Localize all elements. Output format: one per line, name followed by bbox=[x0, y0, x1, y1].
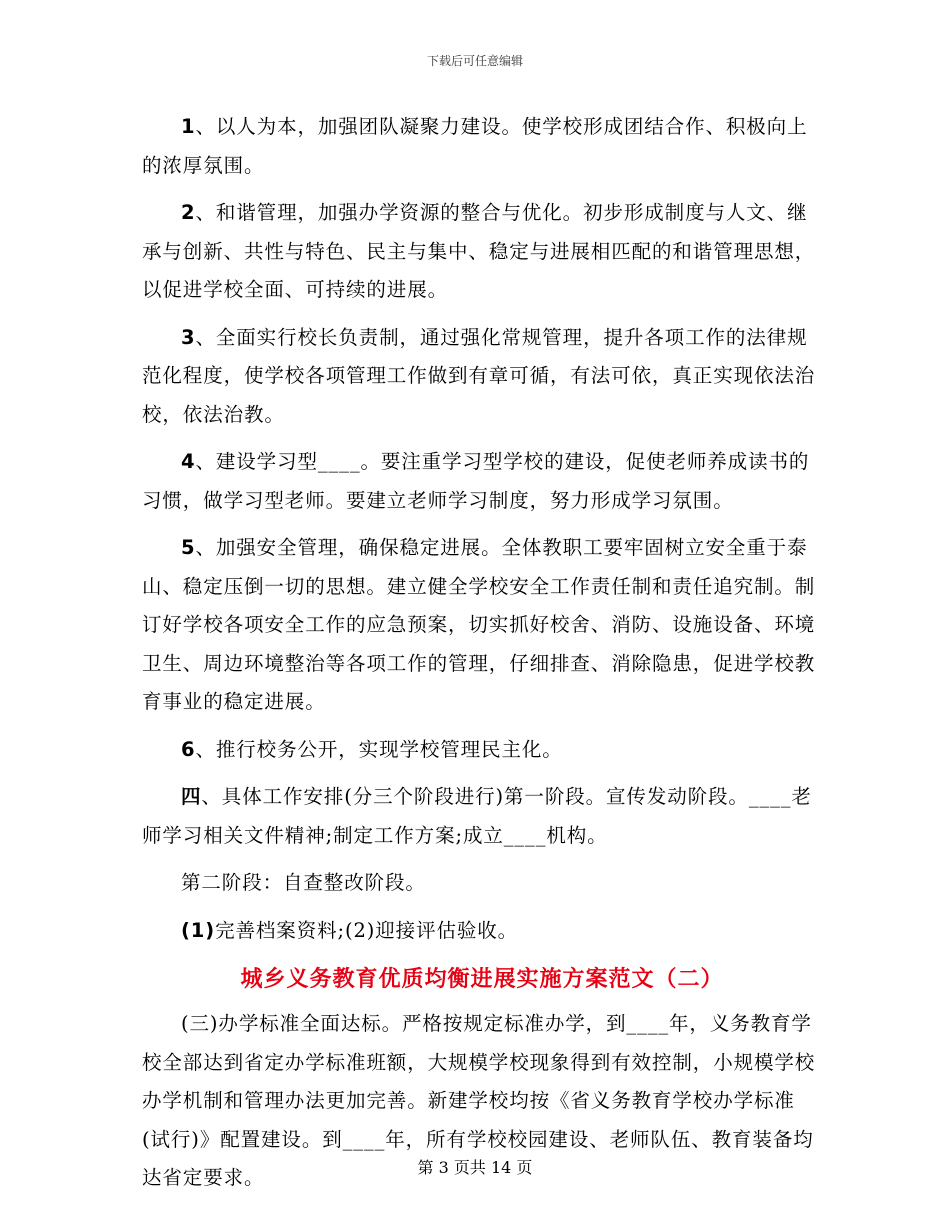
paragraph-6 bbox=[142, 731, 822, 770]
paragraph-1 bbox=[142, 108, 822, 185]
paragraph-text: 、以人为本，加强团队凝聚力建设。使学校形成团结合作、积极向上的浓厚氛围。 bbox=[142, 115, 808, 177]
page-header: 下载后可任意编辑 bbox=[426, 54, 523, 68]
section-title: 城乡义务教育优质均衡进展实施方案范文（二） bbox=[240, 966, 724, 992]
document-body bbox=[142, 108, 822, 1207]
paragraph-number: 5 bbox=[181, 536, 196, 559]
item-number: (1) bbox=[181, 918, 216, 942]
paragraph-number: 4 bbox=[181, 450, 196, 473]
paragraph-text: 、建设学习型____。要注重学习型学校的建设，促使老师养成读书的习惯，做学习型老师。要建立老师学习制度，努力形成学习氛围。 bbox=[142, 450, 810, 512]
paragraph-text: 、全面实行校长负责制，通过强化常规管理，提升各项工作的法律规范化程度，使学校各项管理工作做到有章可循，有法可依，真正实现依法治校，依法治教。 bbox=[142, 325, 816, 426]
paragraph-3 bbox=[142, 319, 822, 435]
paragraph-text: 、加强安全管理，确保稳定进展。全体教职工要牢固树立安全重于泰山、稳定压倒一切的思想。建立健全学校安全工作责任制和责任追究制。制订好学校各项安全工作的应急预案，切实抓好校舍、消防、设施设备、环境卫生、周边环境整治等各项工作的管理，仔细排查、消除隐患，促进学校教育事业的稳定进展。 bbox=[142, 536, 816, 713]
paragraph-2 bbox=[142, 194, 822, 310]
paragraph-text: 第二阶段：自查整改阶段。 bbox=[181, 871, 426, 894]
paragraph-number: 1 bbox=[181, 115, 196, 138]
paragraph-text: 、推行校务公开，实现学校管理民主化。 bbox=[195, 737, 563, 761]
paragraph-stage-two bbox=[142, 864, 822, 903]
paragraph-text: 、和谐管理，加强办学资源的整合与优化。初步形成制度与人文、继承与创新、共性与特色、民主与集中、稳定与进展相匹配的和谐管理思想，以促进学校全面、可持续的进展。 bbox=[142, 201, 816, 301]
paragraph-number: 2 bbox=[181, 201, 196, 224]
section-number: 四 bbox=[181, 785, 202, 808]
paragraph-5 bbox=[142, 529, 822, 722]
page-footer: 第 3 页共 14 页 bbox=[417, 1158, 533, 1177]
paragraph-text: (三)办学标准全面达标。严格按规定标准办学，到____年，义务教育学校全部达到省定办学标准班额，大规模学校现象得到有效控制，小规模学校办学机制和管理办法更加完善。新建学校均按《省义务教育学校办学标准(试行)》配置建设。到____年，所有学校校园建设、老师队伍、教育装备均达省定要求。 bbox=[142, 1012, 816, 1189]
paragraph-text: 完善档案资料;(2)迎接评估验收。 bbox=[215, 918, 519, 942]
paragraph-4 bbox=[142, 443, 822, 520]
paragraph-number: 3 bbox=[181, 325, 196, 349]
paragraph-number: 6 bbox=[181, 737, 196, 761]
paragraph-text: 、具体工作安排(分三个阶段进行)第一阶段。宣传发动阶段。____老师学习相关文件精神;制定工作方案;成立____机构。 bbox=[142, 785, 812, 847]
paragraph-stage-items bbox=[142, 912, 822, 951]
paragraph-work-plan bbox=[142, 778, 822, 855]
